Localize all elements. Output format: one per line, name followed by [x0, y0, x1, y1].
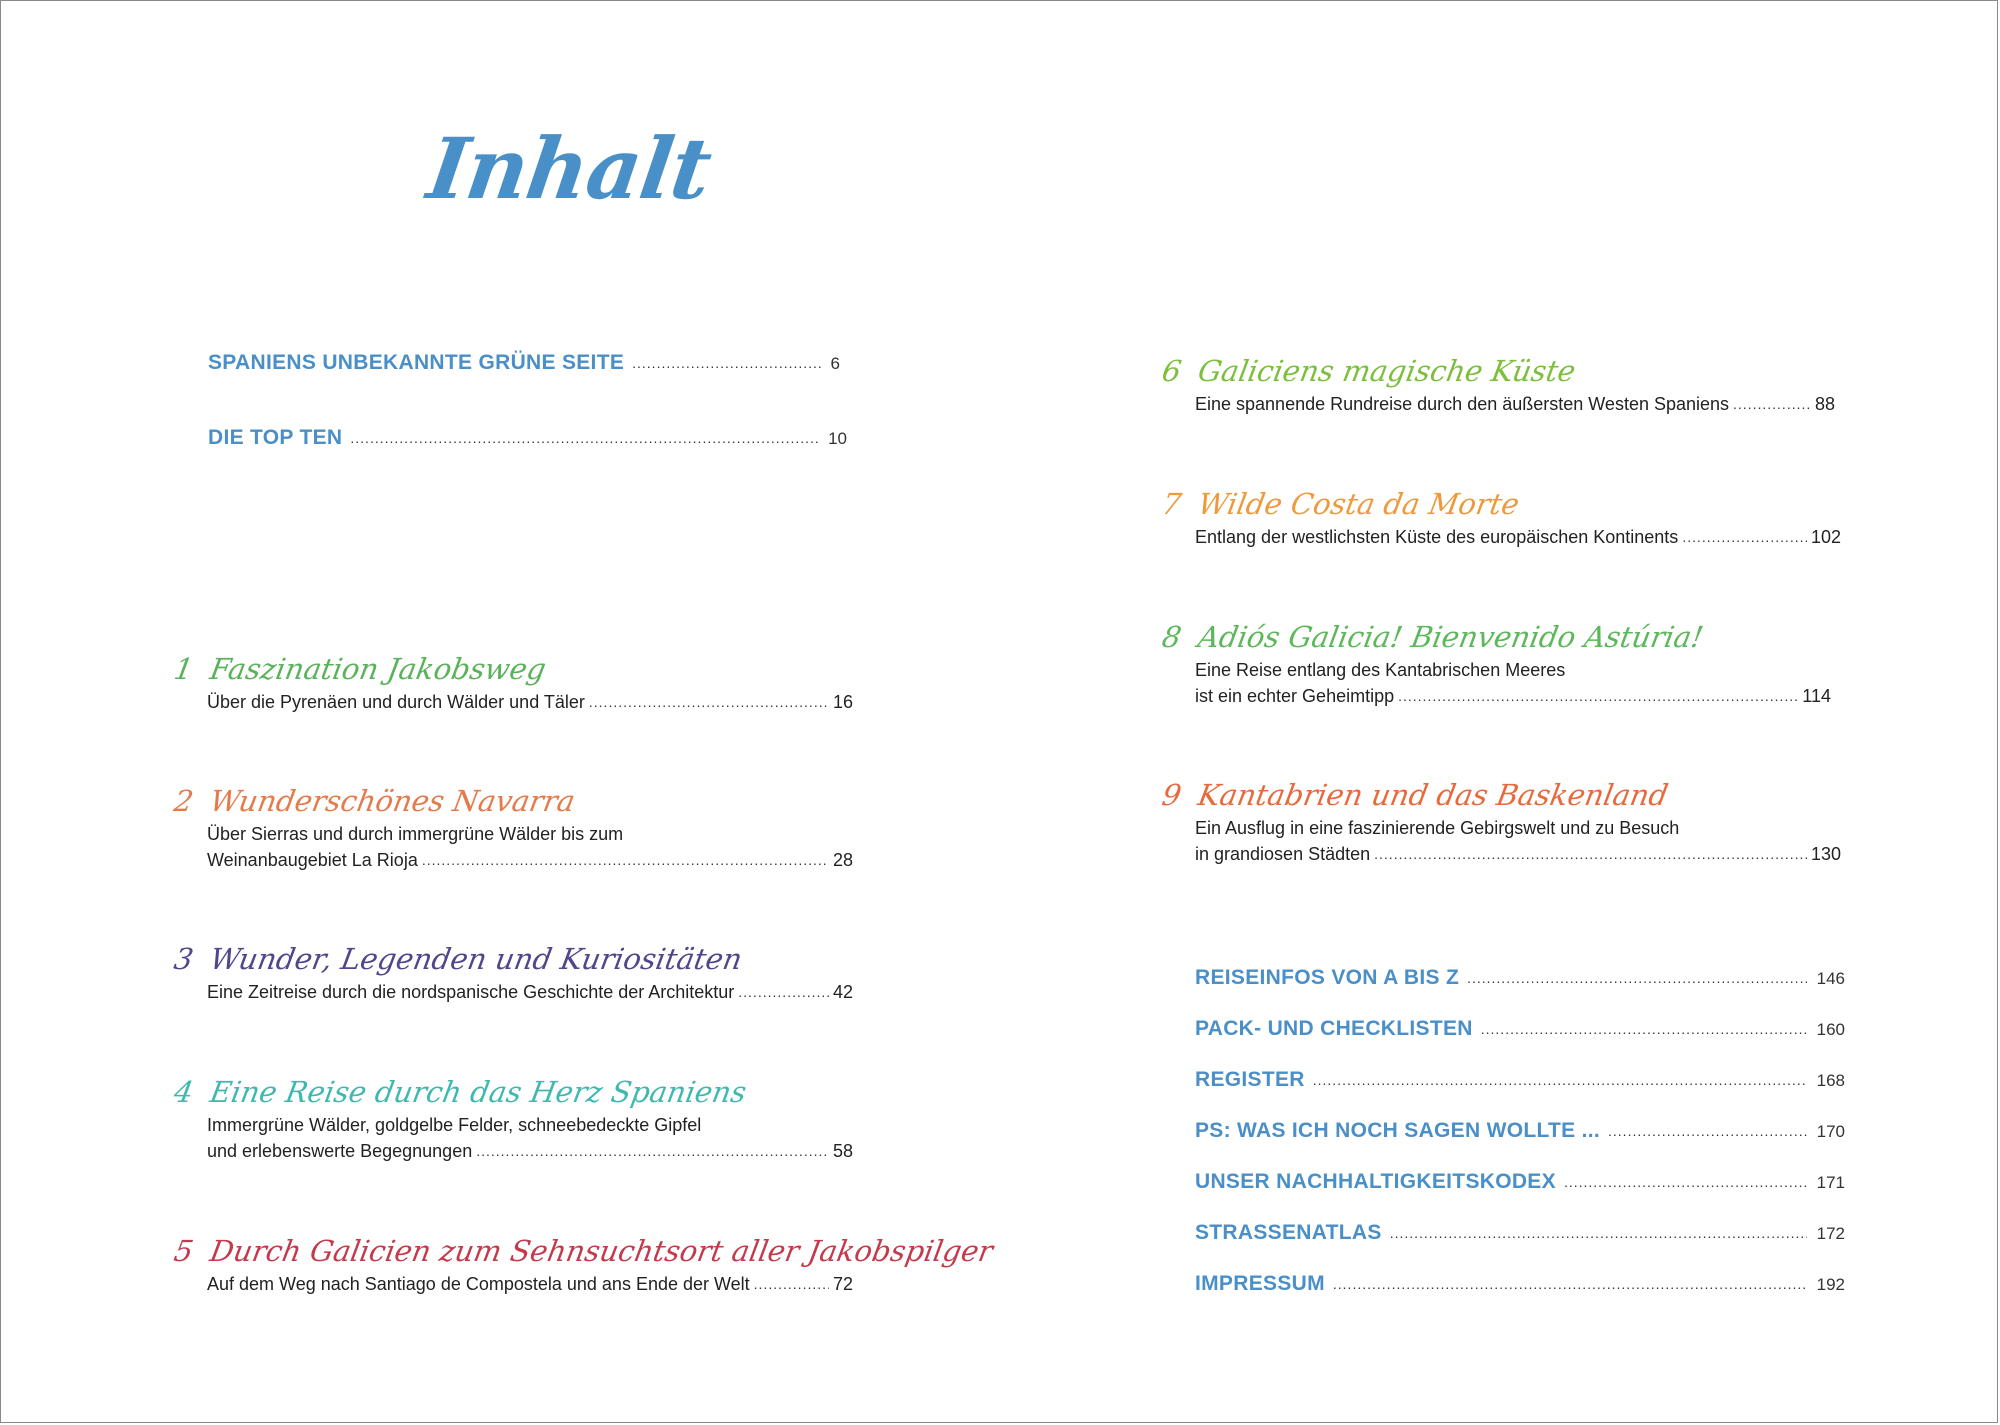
description-line-last	[207, 979, 853, 1006]
toc-entry-page: 168	[1816, 1071, 1845, 1090]
chapter-description	[207, 979, 853, 1006]
dot-leader	[476, 1138, 829, 1164]
page-title: Inhalt	[422, 119, 717, 218]
chapter-number: 6	[1159, 354, 1184, 388]
dot-leader	[589, 689, 829, 715]
toc-entry-label: SPANIENS UNBEKANNTE GRÜNE SEITE	[208, 351, 625, 374]
chapter-page: 58	[832, 1141, 853, 1161]
chapter-number: 2	[171, 784, 196, 818]
chapter-entry-6[interactable]	[1159, 351, 1835, 418]
chapter-heading	[171, 939, 860, 979]
dot-leader	[1374, 841, 1807, 867]
description-line-last	[207, 689, 853, 716]
toc-entry-label: PS: WAS ICH NOCH SAGEN WOLLTE ...	[1195, 1119, 1601, 1142]
chapter-entry-1[interactable]	[171, 649, 853, 716]
description-text: Weinanbaugebiet La Rioja	[207, 850, 418, 870]
dot-leader	[1467, 970, 1807, 986]
description-text: Eine Zeitreise durch die nordspanische Geschichte der Architektur	[207, 982, 735, 1002]
description-text: und erlebenswerte Begegnungen	[207, 1141, 473, 1161]
chapter-description	[1195, 524, 1841, 551]
chapter-heading	[171, 1072, 860, 1112]
dot-leader	[1398, 683, 1798, 709]
chapter-entry-9[interactable]	[1159, 775, 1841, 868]
chapter-entry-2[interactable]	[171, 781, 853, 874]
chapter-description	[1195, 815, 1841, 868]
chapter-title: Galiciens magische Küste	[1195, 354, 1579, 388]
chapter-description	[207, 689, 853, 716]
chapter-description	[207, 1112, 853, 1165]
description-text: in grandiosen Städten	[1195, 844, 1371, 864]
chapter-entry-4[interactable]	[171, 1072, 853, 1165]
dot-leader	[1564, 1174, 1807, 1190]
toc-entry-page: 6	[830, 354, 840, 373]
toc-entry-back[interactable]	[1195, 1170, 1845, 1194]
toc-entry-back[interactable]	[1195, 966, 1845, 990]
toc-entry-back[interactable]	[1195, 1272, 1845, 1296]
description-line: Ein Ausflug in eine faszinierende Gebirgswelt und zu Besuch	[1195, 818, 1680, 838]
chapter-title: Durch Galicien zum Sehnsuchtsort aller Jakobspilger	[207, 1234, 996, 1268]
chapter-entry-5[interactable]	[171, 1231, 996, 1298]
description-line-last	[1195, 391, 1835, 418]
dot-leader	[754, 1271, 829, 1297]
description-line-last	[1195, 524, 1841, 551]
description-line-last	[207, 1138, 853, 1165]
dot-leader	[1733, 391, 1811, 417]
dot-leader	[1313, 1072, 1807, 1088]
chapter-entry-7[interactable]	[1159, 484, 1841, 551]
toc-entry-front[interactable]	[208, 351, 840, 375]
chapter-title: Faszination Jakobsweg	[207, 652, 549, 686]
dot-leader	[422, 847, 829, 873]
chapter-entry-3[interactable]	[171, 939, 853, 1006]
toc-entry-page: 170	[1816, 1122, 1845, 1141]
toc-entry-page: 160	[1816, 1020, 1845, 1039]
toc-entry-front[interactable]	[208, 426, 847, 450]
description-text: Entlang der westlichsten Küste des europäischen Kontinents	[1195, 527, 1679, 547]
chapter-entry-8[interactable]	[1159, 617, 1831, 710]
chapter-page: 28	[832, 850, 853, 870]
description-line-last	[207, 847, 853, 874]
toc-entry-page: 171	[1816, 1173, 1845, 1192]
chapter-page: 114	[1802, 686, 1831, 706]
toc-entry-page: 10	[828, 429, 847, 448]
chapter-heading	[171, 649, 860, 689]
chapter-page: 72	[832, 1274, 853, 1294]
chapter-number: 5	[171, 1234, 196, 1268]
description-line-last	[1195, 841, 1841, 868]
chapter-number: 9	[1159, 778, 1184, 812]
description-line-last	[1195, 683, 1831, 710]
toc-entry-label: UNSER NACHHALTIGKEITSKODEX	[1195, 1170, 1556, 1193]
toc-entry-label: REGISTER	[1195, 1068, 1305, 1091]
toc-entry-back[interactable]	[1195, 1068, 1845, 1092]
toc-entry-label: STRASSENATLAS	[1195, 1221, 1382, 1244]
description-line: Eine Reise entlang des Kantabrischen Meeres	[1195, 660, 1566, 680]
toc-entry-back[interactable]	[1195, 1221, 1845, 1245]
chapter-page: 130	[1810, 844, 1841, 864]
description-text: Auf dem Weg nach Santiago de Compostela und ans Ende der Welt	[207, 1274, 750, 1294]
chapter-page: 16	[832, 692, 853, 712]
description-text: ist ein echter Geheimtipp	[1195, 686, 1395, 706]
chapter-title: Wunderschönes Navarra	[207, 784, 578, 818]
description-text: Eine spannende Rundreise durch den äußersten Westen Spaniens	[1195, 394, 1730, 414]
chapter-description	[207, 821, 853, 874]
toc-entry-label: REISEINFOS VON A BIS Z	[1195, 966, 1460, 989]
description-line: Immergrüne Wälder, goldgelbe Felder, schneebedeckte Gipfel	[207, 1115, 702, 1135]
dot-leader	[1608, 1123, 1807, 1139]
chapter-title: Wilde Costa da Morte	[1195, 487, 1522, 521]
chapter-description	[207, 1271, 853, 1298]
chapter-heading	[1159, 617, 1838, 657]
chapter-page: 42	[832, 982, 853, 1002]
toc-entry-label: PACK- UND CHECKLISTEN	[1195, 1017, 1473, 1040]
chapter-title: Kantabrien und das Baskenland	[1195, 778, 1671, 812]
chapter-description	[1195, 657, 1831, 710]
chapter-title: Eine Reise durch das Herz Spaniens	[207, 1075, 749, 1109]
chapter-heading	[171, 781, 860, 821]
dot-leader	[738, 979, 829, 1005]
chapter-heading	[1159, 775, 1848, 815]
chapter-title: Wunder, Legenden und Kuriositäten	[207, 942, 745, 976]
dot-leader	[1481, 1021, 1807, 1037]
toc-entry-back[interactable]	[1195, 1017, 1845, 1041]
description-line-last	[207, 1271, 853, 1298]
toc-entry-back[interactable]	[1195, 1119, 1845, 1143]
chapter-description	[1195, 391, 1835, 418]
toc-entry-page: 172	[1816, 1224, 1845, 1243]
toc-entry-label: IMPRESSUM	[1195, 1272, 1325, 1295]
chapter-page: 88	[1814, 394, 1835, 414]
description-text: Über die Pyrenäen und durch Wälder und Täler	[207, 692, 585, 712]
dot-leader	[1682, 524, 1807, 550]
toc-entry-page: 146	[1816, 969, 1845, 988]
chapter-heading	[171, 1231, 996, 1271]
dot-leader	[1390, 1225, 1807, 1241]
description-line: Über Sierras und durch immergrüne Wälder bis zum	[207, 824, 624, 844]
toc-entry-label: DIE TOP TEN	[208, 426, 343, 449]
dot-leader	[632, 355, 820, 371]
toc-entry-page: 192	[1816, 1275, 1845, 1294]
dot-leader	[1333, 1276, 1807, 1292]
chapter-number: 3	[171, 942, 196, 976]
chapter-number: 8	[1159, 620, 1184, 654]
chapter-page: 102	[1810, 527, 1841, 547]
chapter-number: 4	[171, 1075, 196, 1109]
chapter-heading	[1159, 351, 1842, 391]
chapter-number: 1	[171, 652, 196, 686]
chapter-number: 7	[1159, 487, 1184, 521]
chapter-title: Adiós Galicia! Bienvenido Astúria!	[1195, 620, 1706, 654]
chapter-heading	[1159, 484, 1848, 524]
dot-leader	[350, 430, 818, 446]
